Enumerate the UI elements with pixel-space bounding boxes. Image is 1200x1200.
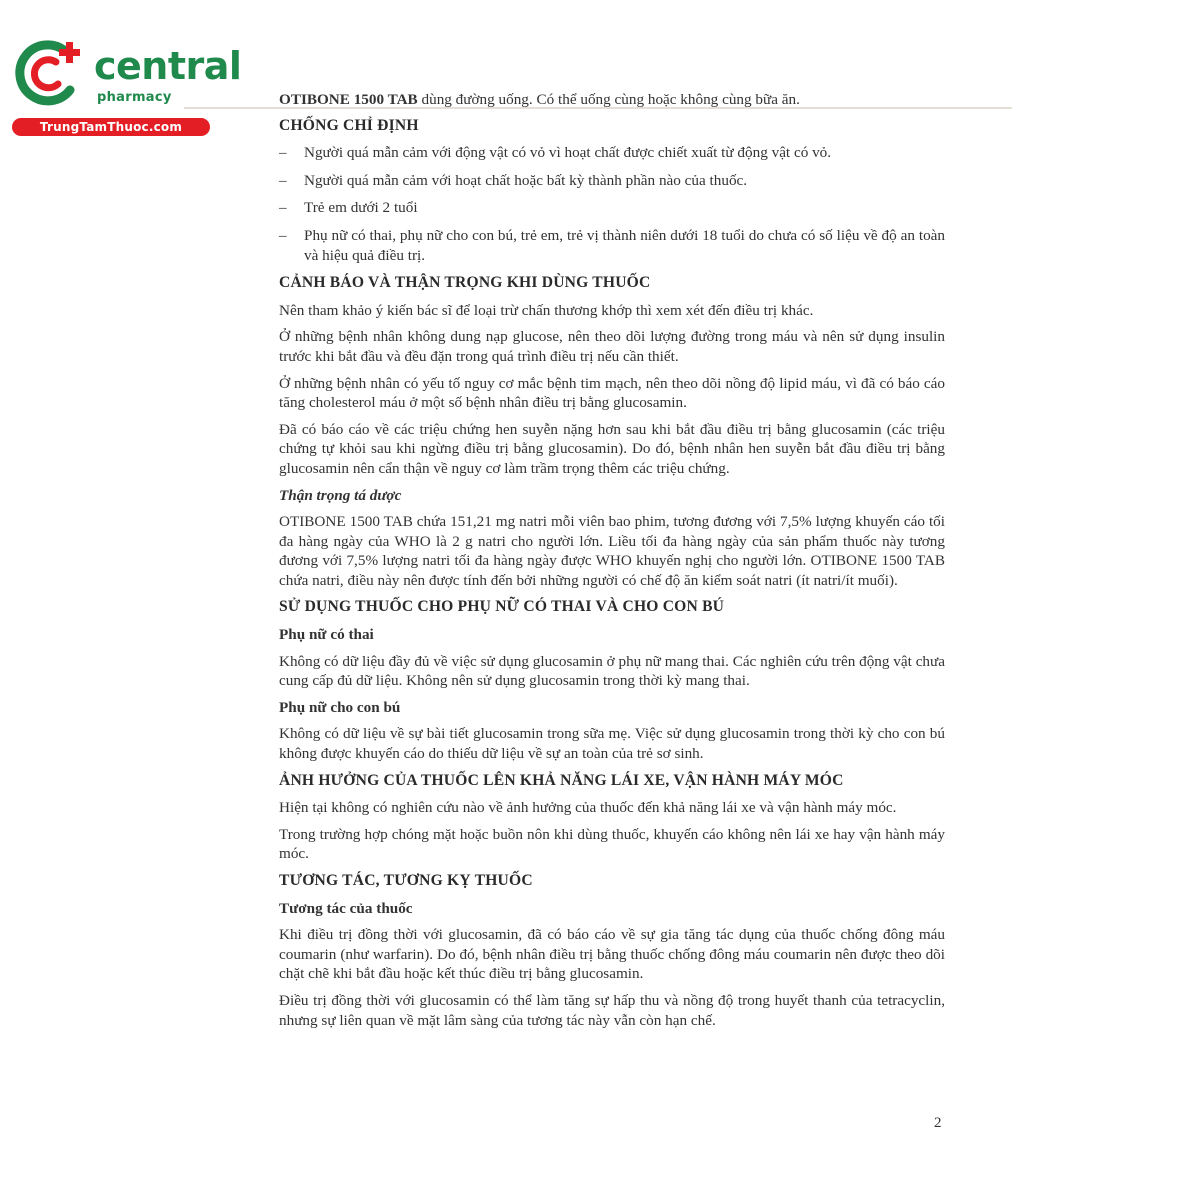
list-item: [279, 143, 945, 163]
intro-paragraph: [279, 90, 945, 110]
list-item-text: Trẻ em dưới 2 tuổi: [304, 199, 418, 217]
subheading-excipients: Thận trọng tá dược: [279, 486, 402, 504]
breastfeeding-paragraph: Không có dữ liệu về sự bài tiết glucosamin trong sữa mẹ. Việc sử dụng glucosamin trong thời kỳ cho con bú không được khuyến cáo do thiếu dữ liệu về sự an toàn của trẻ sơ sinh.: [279, 725, 945, 763]
pharmacy-logo-icon: [12, 38, 88, 108]
heading-interactions: TƯƠNG TÁC, TƯƠNG KỴ THUỐC: [279, 872, 533, 889]
warnings-paragraph: Ở những bệnh nhân có yếu tố nguy cơ mắc bệnh tim mạch, nên theo dõi nồng độ lipid máu, vì đã có báo cáo tăng cholesterol máu ở một số bệnh nhân điều trị bằng glucosamin.: [279, 374, 945, 412]
dash-bullet: –: [279, 199, 287, 217]
heading-pregnancy: SỬ DỤNG THUỐC CHO PHỤ NỮ CÓ THAI VÀ CHO CON BÚ: [279, 598, 725, 616]
document-body: [279, 90, 945, 1037]
driving-paragraph: Hiện tại không có nghiên cứu nào về ảnh hưởng của thuốc đến khả năng lái xe và vận hành máy móc.: [279, 799, 897, 817]
heading-contraindications: CHỐNG CHỈ ĐỊNH: [279, 116, 419, 134]
heading-warnings: CẢNH BÁO VÀ THẬN TRỌNG KHI DÙNG THUỐC: [279, 274, 651, 292]
contraindications-list: [279, 143, 945, 265]
list-item-text: Phụ nữ có thai, phụ nữ cho con bú, trẻ em, trẻ vị thành niên dưới 18 tuổi do chưa có số liệu về độ an toàn và hiệu quả điều trị.: [304, 226, 945, 264]
intro-product-name: OTIBONE 1500 TAB: [279, 91, 418, 108]
list-item-text: Người quá mẫn cảm với hoạt chất hoặc bất kỳ thành phần nào của thuốc.: [304, 171, 748, 189]
subheading-breastfeeding: Phụ nữ cho con bú: [279, 698, 401, 716]
pregnancy-paragraph: Không có dữ liệu đầy đủ về việc sử dụng glucosamin ở phụ nữ mang thai. Các nghiên cứu trên động vật chưa cung cấp đủ dữ liệu. Không nên sử dụng glucosamin trong thời kỳ mang thai.: [279, 652, 945, 690]
logo-subtitle: pharmacy: [97, 90, 172, 105]
warnings-paragraph: Nên tham khảo ý kiến bác sĩ để loại trừ chấn thương khớp thì xem xét đến điều trị khác.: [279, 301, 814, 319]
excipients-paragraph: OTIBONE 1500 TAB chứa 151,21 mg natri mỗi viên bao phim, tương đương với 7,5% lượng khuyến cáo tối đa hàng ngày của WHO là 2 g natri cho người lớn. Liều tối đa hàng ngày của sản phẩm thuốc này tương đương với 7,5% lượng natri tối đa hàng ngày được WHO khuyến nghị cho người lớn. OTIBONE 1500 TAB chứa natri, điều này nên được tính đến bởi những người có chế độ ăn kiểm soát natri (ít natri/ít muối).: [279, 513, 945, 589]
list-item: [279, 198, 945, 218]
warnings-paragraph: Ở những bệnh nhân không dung nạp glucose, nên theo dõi lượng đường trong máu và nên sử dụng insulin trước khi bắt đầu và đều đặn trong quá trình điều trị nếu cần thiết.: [279, 328, 945, 365]
dash-bullet: –: [279, 144, 287, 162]
list-item: [279, 226, 945, 265]
warnings-paragraph: Đã có báo cáo về các triệu chứng hen suyễn nặng hơn sau khi bắt đầu điều trị bằng glucosamin (các triệu chứng tự khỏi sau khi ngừng điều trị bằng glucosamin). Do đó, bệnh nhân hen suyễn bắt đầu điều trị bằng glucosamin nên cẩn thận về nguy cơ làm trầm trọng thêm các triệu chứng.: [279, 420, 945, 477]
logo-name: central: [94, 44, 242, 88]
interactions-paragraph: Điều trị đồng thời với glucosamin có thể làm tăng sự hấp thu và nồng độ trong huyết thanh của tetracyclin, nhưng sự liên quan về mặt lâm sàng của tương tác này vẫn còn hạn chế.: [279, 991, 945, 1029]
dash-bullet: –: [279, 171, 287, 189]
list-item: [279, 171, 945, 191]
central-pharmacy-logo[interactable]: [8, 38, 242, 138]
subheading-pregnant-women: Phụ nữ có thai: [279, 626, 374, 644]
dash-bullet: –: [279, 226, 287, 244]
heading-driving: ẢNH HƯỞNG CỦA THUỐC LÊN KHẢ NĂNG LÁI XE, VẬN HÀNH MÁY MÓC: [279, 771, 844, 789]
page-number: 2: [934, 1115, 942, 1131]
driving-paragraph: Trong trường hợp chóng mặt hoặc buồn nôn khi dùng thuốc, khuyến cáo không nên lái xe hay vận hành máy móc.: [279, 825, 945, 863]
interactions-paragraph: Khi điều trị đồng thời với glucosamin, đã có báo cáo về sự gia tăng tác dụng của thuốc chống đông máu coumarin (như warfarin). Do đó, bệnh nhân điều trị bằng thuốc chống đông máu coumarin nên được theo dõi chặt chẽ khi bắt đầu hoặc kết thúc điều trị bằng glucosamin.: [279, 926, 945, 983]
intro-text: dùng đường uống. Có thể uống cùng hoặc không cùng bữa ăn.: [417, 91, 800, 108]
logo-website-banner[interactable]: TrungTamThuoc.com: [12, 118, 210, 136]
list-item-text: Người quá mẫn cảm với động vật có vỏ vì hoạt chất được chiết xuất từ động vật có vỏ.: [304, 144, 832, 162]
subheading-drug-interactions: Tương tác của thuốc: [279, 899, 413, 917]
